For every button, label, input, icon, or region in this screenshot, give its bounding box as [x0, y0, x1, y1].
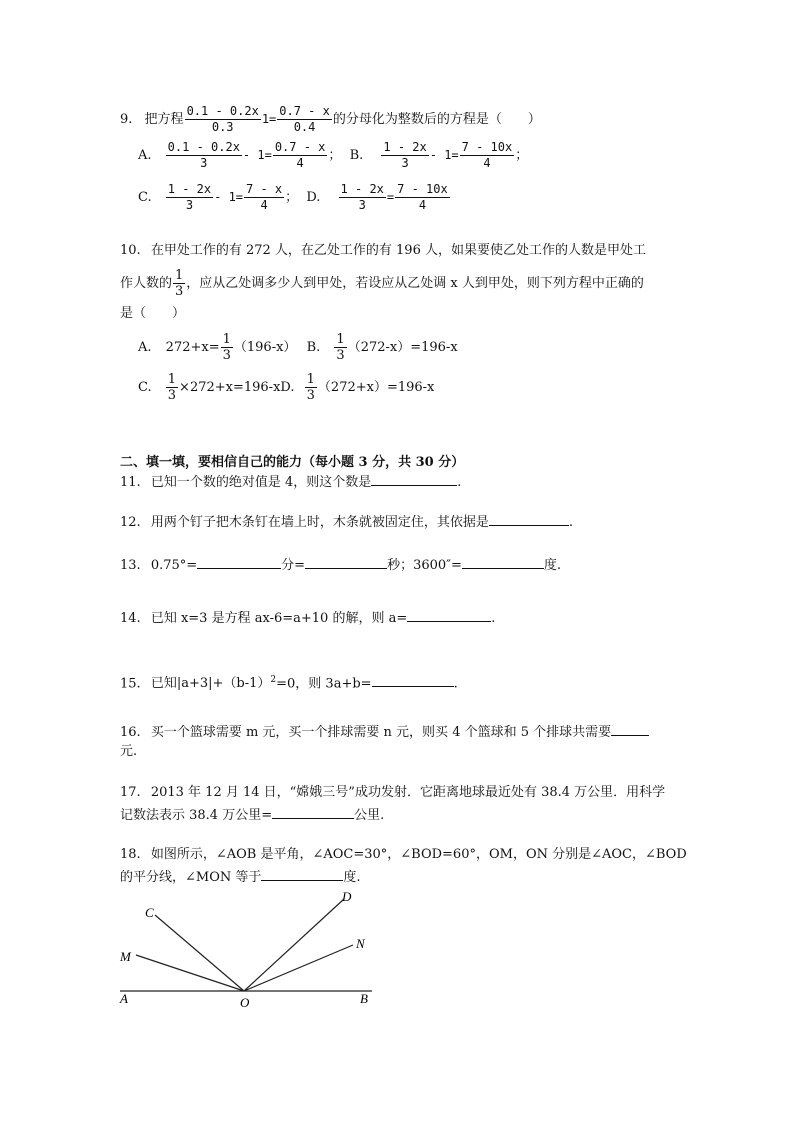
q12-number: 12. — [120, 515, 141, 530]
q17-text-2b: 公里. — [354, 808, 385, 823]
q10-c-numerator: 1 — [167, 372, 177, 387]
q10-text-2b: ，应从乙处调多少人到甲处，若设应从乙处调 x 人到甲处，则下列方程中正确的 — [186, 276, 644, 291]
question-9 — [120, 104, 541, 135]
q9-a-f1-numerator: 0.1 - 0.2x — [167, 140, 240, 154]
q11-number: 11. — [120, 475, 141, 490]
q13-degrees-blank[interactable] — [462, 555, 544, 569]
q9-d-fraction-2 — [395, 182, 450, 213]
q10-c-post: ×272+x=196-x — [179, 380, 281, 395]
q10-option-c-label: C. — [138, 380, 152, 395]
q9-fraction-1 — [185, 104, 261, 135]
q9-c-end: ； — [285, 190, 299, 205]
q9-suffix: 的分母化为整数后的方程是（ ） — [332, 112, 541, 127]
label-a: A — [120, 991, 128, 1006]
q9-a-f2-numerator: 0.7 - x — [274, 140, 326, 154]
q17-text-1: 2013 年 12 月 14 日，“嫦娥三号”成功发射．它距离地球最近处有 38.4 万公里．用科学 — [150, 785, 666, 800]
q9-option-a-label: A. — [138, 148, 152, 163]
q9-d-fraction-1 — [339, 182, 386, 213]
q16-text-1: 买一个篮球需要 m 元，买一个排球需要 n 元，则买 4 个篮球和 5 个排球共需要 — [150, 725, 612, 740]
q9-f2-denominator: 0.4 — [293, 120, 316, 134]
label-b: B — [360, 991, 368, 1006]
q9-option-c-label: C. — [138, 190, 152, 205]
q18-text-1: 如图所示，∠AOB 是平角，∠AOC=30°，∠BOD=60°，OM，ON 分别是∠AOC，∠BOD — [150, 847, 687, 862]
q10-fraction-numerator: 1 — [175, 268, 184, 283]
q15-answer-blank[interactable] — [372, 673, 454, 687]
q10-options-cd — [138, 372, 434, 403]
q12-end: . — [568, 515, 573, 530]
question-11 — [120, 472, 461, 492]
q9-d-f2-denominator: 4 — [418, 198, 427, 212]
label-d: D — [342, 889, 352, 904]
q9-c-fraction-1 — [166, 182, 213, 213]
q9-f1-numerator: 0.1 - 0.2x — [186, 104, 259, 118]
ray-oc — [155, 915, 244, 991]
question-14 — [120, 608, 495, 628]
q10-a-fraction — [221, 332, 233, 363]
q13-number: 13. — [120, 558, 141, 573]
q10-b-post: （272-x）=196-x — [347, 340, 458, 355]
q9-c-mid: - 1= — [214, 190, 244, 204]
q10-number: 10. — [120, 243, 141, 258]
q17-answer-blank[interactable] — [272, 805, 354, 819]
q13-seconds-blank[interactable] — [305, 555, 387, 569]
q10-fraction-denominator: 3 — [175, 284, 184, 299]
q9-a-f1-denominator: 3 — [200, 156, 208, 170]
q10-text-3: 是（ ） — [120, 306, 186, 321]
q14-text: 已知 x=3 是方程 ax-6=a+10 的解，则 a= — [150, 611, 408, 626]
q14-number: 14. — [120, 611, 141, 626]
q9-b-f1-denominator: 3 — [401, 156, 409, 170]
q9-a-fraction-1 — [166, 140, 242, 171]
q16-number: 16. — [120, 725, 141, 740]
q13-text-a: 0.75°= — [150, 558, 198, 573]
q9-c-f1-denominator: 3 — [185, 198, 194, 212]
question-16-line-2 — [120, 743, 137, 761]
q10-b-fraction — [334, 332, 346, 363]
q9-mid: 1= — [261, 112, 277, 126]
q10-b-denominator: 3 — [336, 348, 345, 363]
q18-answer-blank[interactable] — [261, 867, 343, 881]
q9-f2-numerator: 0.7 - x — [279, 104, 330, 118]
q9-option-b-label: B. — [349, 148, 364, 163]
question-18-line-1 — [120, 846, 687, 864]
q10-a-numerator: 1 — [222, 332, 231, 347]
q16-answer-blank[interactable] — [611, 722, 649, 736]
question-17-line-2 — [120, 805, 384, 825]
q10-d-numerator: 1 — [306, 372, 315, 387]
q9-b-f2-numerator: 7 - 10x — [461, 140, 513, 154]
question-16-line-1 — [120, 722, 649, 742]
q10-option-d-label: D. — [280, 380, 295, 395]
question-12 — [120, 512, 573, 532]
q13-text-d: 度. — [543, 558, 562, 573]
q9-b-fraction-1 — [381, 140, 428, 171]
q9-a-mid: - 1= — [242, 148, 272, 162]
q16-text-2: 元. — [120, 744, 138, 759]
q18-text-2b: 度. — [343, 870, 361, 885]
q9-d-f1-numerator: 1 - 2x — [340, 182, 384, 196]
q14-end: . — [491, 611, 496, 626]
q9-d-f2-numerator: 7 - 10x — [397, 182, 448, 196]
q15-exponent: 2 — [270, 675, 277, 685]
q9-d-f1-denominator: 3 — [358, 198, 366, 212]
q9-c-f2-denominator: 4 — [260, 198, 268, 212]
q9-number: 9. — [120, 112, 133, 127]
q9-b-f2-denominator: 4 — [483, 156, 491, 170]
q11-answer-blank[interactable] — [371, 472, 457, 486]
q13-text-b: 分= — [281, 558, 306, 573]
q18-text-2a: 的平分线，∠MON 等于 — [120, 870, 262, 885]
q10-option-b-label: B. — [306, 340, 321, 355]
q10-line-2 — [120, 268, 644, 299]
question-13 — [120, 555, 561, 575]
section-2-heading: 二、填一填，要相信自己的能力（每小题 3 分，共 30 分） — [120, 455, 465, 470]
q9-b-f1-numerator: 1 - 2x — [383, 140, 427, 154]
label-c: C — [145, 905, 154, 920]
angle-figure — [110, 885, 390, 1015]
q18-number: 18. — [120, 847, 141, 862]
ray-od — [244, 899, 344, 991]
q9-c-f1-numerator: 1 - 2x — [167, 182, 212, 196]
q9-options-ab — [138, 140, 528, 171]
q9-b-fraction-2 — [460, 140, 515, 171]
q11-end: . — [457, 475, 462, 490]
q14-answer-blank[interactable] — [407, 608, 491, 622]
q10-line-1 — [120, 242, 646, 260]
q10-a-denominator: 3 — [222, 348, 231, 363]
q10-c-denominator: 3 — [167, 388, 177, 403]
q15-text: 已知|a+3|+（b-1） — [150, 676, 271, 692]
q10-fraction — [173, 268, 185, 299]
q9-f1-denominator: 0.3 — [211, 120, 234, 134]
q9-b-end: ； — [515, 148, 529, 163]
q10-c-fraction — [166, 372, 178, 403]
q9-a-fraction-2 — [273, 140, 328, 171]
q9-c-f2-numerator: 7 - x — [246, 182, 283, 196]
q10-b-numerator: 1 — [336, 332, 345, 347]
label-o: O — [240, 995, 250, 1010]
q9-c-fraction-2 — [244, 182, 284, 213]
q13-minutes-blank[interactable] — [197, 555, 281, 569]
q9-prefix: 把方程 — [144, 112, 184, 127]
q12-text: 用两个钉子把木条钉在墙上时，木条就被固定住，其依据是 — [150, 515, 489, 530]
q10-d-fraction — [305, 372, 317, 403]
label-m: M — [120, 949, 131, 964]
q10-d-post: （272+x）=196-x — [317, 380, 435, 395]
ray-om — [136, 955, 244, 991]
q10-option-a-label: A. — [138, 340, 152, 355]
q9-a-end: ； — [328, 148, 342, 163]
question-17-line-1 — [120, 784, 665, 802]
q10-a-post: （196-x） — [233, 340, 297, 355]
q15-number: 15. — [120, 676, 141, 692]
q13-text-c: 秒；3600″= — [387, 558, 462, 573]
q11-text: 已知一个数的绝对值是 4，则这个数是 — [150, 475, 372, 490]
q9-fraction-2 — [277, 104, 332, 135]
q10-text-1: 在甲处工作的有 272 人，在乙处工作的有 196 人，如果要使乙处工作的人数是甲处工 — [150, 243, 646, 258]
label-n: N — [356, 936, 365, 951]
q9-a-f2-denominator: 4 — [296, 156, 304, 170]
q10-a-pre: 272+x= — [165, 340, 220, 355]
q15-text-2: =0，则 3a+b= — [276, 676, 372, 692]
ray-on — [244, 945, 353, 991]
q9-b-mid: - 1= — [429, 148, 459, 162]
question-15 — [120, 671, 458, 693]
q10-d-denominator: 3 — [306, 388, 315, 403]
q9-options-cd — [138, 182, 451, 213]
q17-text-2a: 记数法表示 38.4 万公里= — [120, 808, 273, 823]
q10-options-ab — [138, 332, 458, 363]
q10-line-3 — [120, 305, 185, 323]
q9-option-d-label: D. — [306, 190, 321, 205]
q12-answer-blank[interactable] — [489, 512, 569, 526]
q15-end: . — [453, 676, 458, 692]
q10-text-2a: 作人数的 — [120, 276, 173, 291]
q9-d-mid: = — [386, 190, 395, 204]
q17-number: 17. — [120, 785, 141, 800]
question-18-line-2 — [120, 867, 361, 887]
